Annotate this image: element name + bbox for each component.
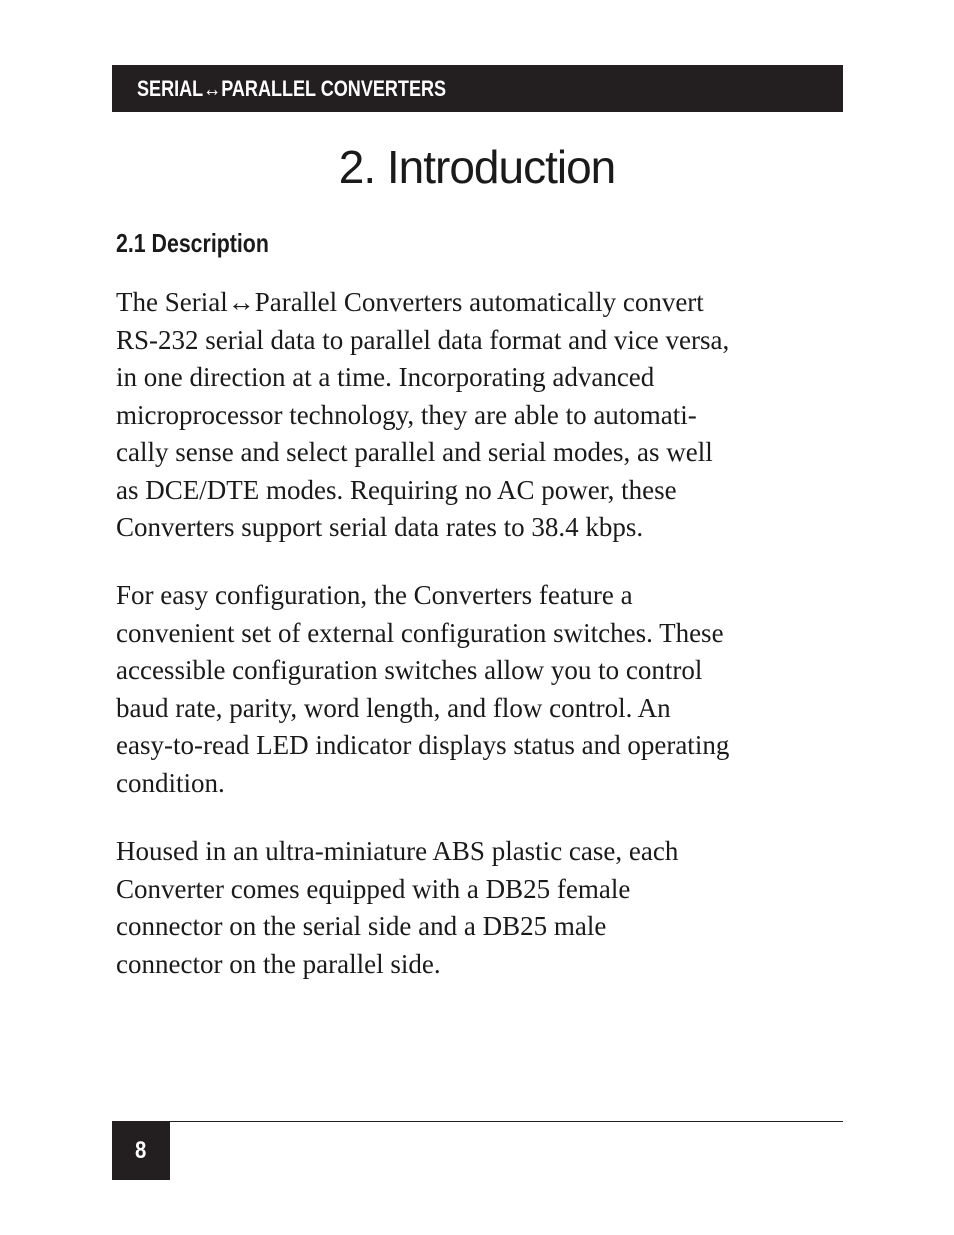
paragraph-housing [116,833,846,983]
text-line: connector on the parallel side. [116,948,441,979]
text-line: Converter comes equipped with a DB25 female [116,873,631,904]
text-line: connector on the serial side and a DB25 male [116,911,607,941]
footer-rule [112,1121,843,1122]
text-line: as DCE/DTE modes. Requiring no AC power, these [116,474,677,505]
paragraph-description [116,284,846,547]
text-line: condition. [116,767,225,798]
section-heading: 2.1 Description [116,228,269,258]
text-line: For easy configuration, the Converters feature a [116,580,633,610]
text-line: baud rate, parity, word length, and flow control. An [116,692,671,723]
paragraph-configuration [116,577,846,802]
running-header-title: SERIAL↔PARALLEL CONVERTERS [137,75,447,101]
chapter-title: 2. Introduction [338,141,616,193]
text-line: accessible configuration switches allow you to control [116,655,703,685]
text-line: RS-232 serial data to parallel data format and vice versa, [116,324,730,355]
text-line: easy-to-read LED indicator displays status and operating [116,730,730,760]
text-line: convenient set of external configuration switches. These [116,617,724,648]
text-line: cally sense and select parallel and serial modes, as well [116,437,713,467]
text-line: microprocessor technology, they are able to automati- [116,399,697,430]
text-line: Housed in an ultra-miniature ABS plastic case, each [116,836,679,866]
text-line: Converters support serial data rates to 38.4 kbps. [116,512,644,542]
text-line: The Serial↔Parallel Converters automatically convert [116,287,704,317]
text-line: in one direction at a time. Incorporating advanced [116,362,655,392]
page-number: 8 [135,1136,147,1164]
page-number-box [112,1121,170,1180]
running-header-bar [112,65,843,112]
